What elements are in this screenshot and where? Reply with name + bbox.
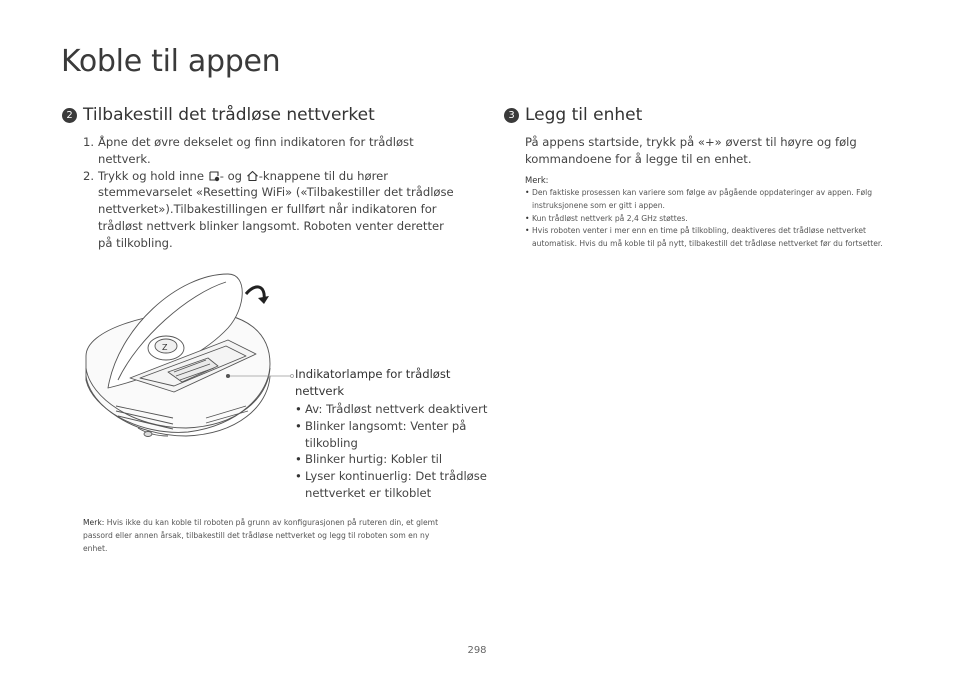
- indicator-title: Indikatorlampe for trådløst nettverk: [295, 367, 451, 398]
- step-item: [83, 168, 455, 252]
- add-device-instructions: På appens startside, trykk på «+» øverst til høyre og følg kommandoene for å legge til en enhet.: [525, 135, 857, 166]
- step-text-end: -knappene til du hører stemmevarselet «Resetting WiFi» («Tilbakestiller det trådløse nettverket»).Tilbakestillingen er fullført når indikatoren for trådløst nettverk blinker langsomt. Roboten venter deretter på tilkobling.: [98, 168, 454, 250]
- list-item: • Hvis roboten venter i mer enn en time på tilkobling, deaktiveres det trådløse nettverket automatisk. Hvis du må koble til på nytt, tilbakestill det trådløse nettverket før du fortsetter.: [525, 225, 893, 251]
- list-item: • Av: Trådløst nettverk deaktivert: [295, 401, 495, 418]
- step-number: 2.: [83, 168, 95, 183]
- section-2-heading: [62, 105, 375, 125]
- bottom-note: [83, 517, 453, 555]
- section-2-number: 2: [62, 108, 77, 123]
- list-item: • Blinker langsomt: Venter på tilkobling: [295, 418, 495, 452]
- page-title: Koble til appen: [61, 44, 281, 79]
- bottom-note-text: Hvis ikke du kan koble til roboten på grunn av konfigurasjonen på ruteren din, et glemt passord eller annen årsak, tilbakestill det trådløse nettverket og legg til roboten som en ny enhet.: [83, 518, 439, 553]
- step-text-start: Trykk og hold inne: [98, 168, 205, 183]
- reset-steps-list: [83, 134, 455, 252]
- step-text: Åpne det øvre dekselet og finn indikatoren for trådløst nettverk.: [98, 135, 414, 166]
- list-item: • Lyser kontinuerlig: Det trådløse nettverket er tilkoblet: [295, 468, 495, 502]
- step-item: [83, 134, 455, 168]
- step-number: 1.: [83, 135, 95, 149]
- list-item: • Blinker hurtig: Kobler til: [295, 451, 495, 468]
- indicator-states-list: [295, 401, 495, 502]
- curved-arrow-icon: [246, 287, 269, 304]
- list-item: • Den faktiske prosessen kan variere som følge av pågående oppdateringer av appen. Følg instruksjonene som er gitt i appen.: [525, 187, 893, 213]
- list-item: • Kun trådløst nettverk på 2,4 GHz støttes.: [525, 213, 893, 226]
- section-3-title: Legg til enhet: [525, 105, 643, 125]
- bottom-note-label: Merk:: [83, 518, 105, 527]
- robot-illustration: [78, 268, 310, 448]
- step-text-mid: - og: [219, 168, 243, 183]
- section-2-title: Tilbakestill det trådløse nettverket: [83, 105, 375, 125]
- home-button-icon: [246, 170, 259, 182]
- notes-label: Merk:: [525, 175, 549, 185]
- section-3-number: 3: [504, 108, 519, 123]
- svg-text:Z: Z: [162, 343, 168, 352]
- spot-clean-button-icon: [208, 170, 220, 182]
- notes-list: [525, 187, 893, 251]
- section-3-heading: [504, 105, 642, 125]
- page-number: 298: [467, 645, 487, 656]
